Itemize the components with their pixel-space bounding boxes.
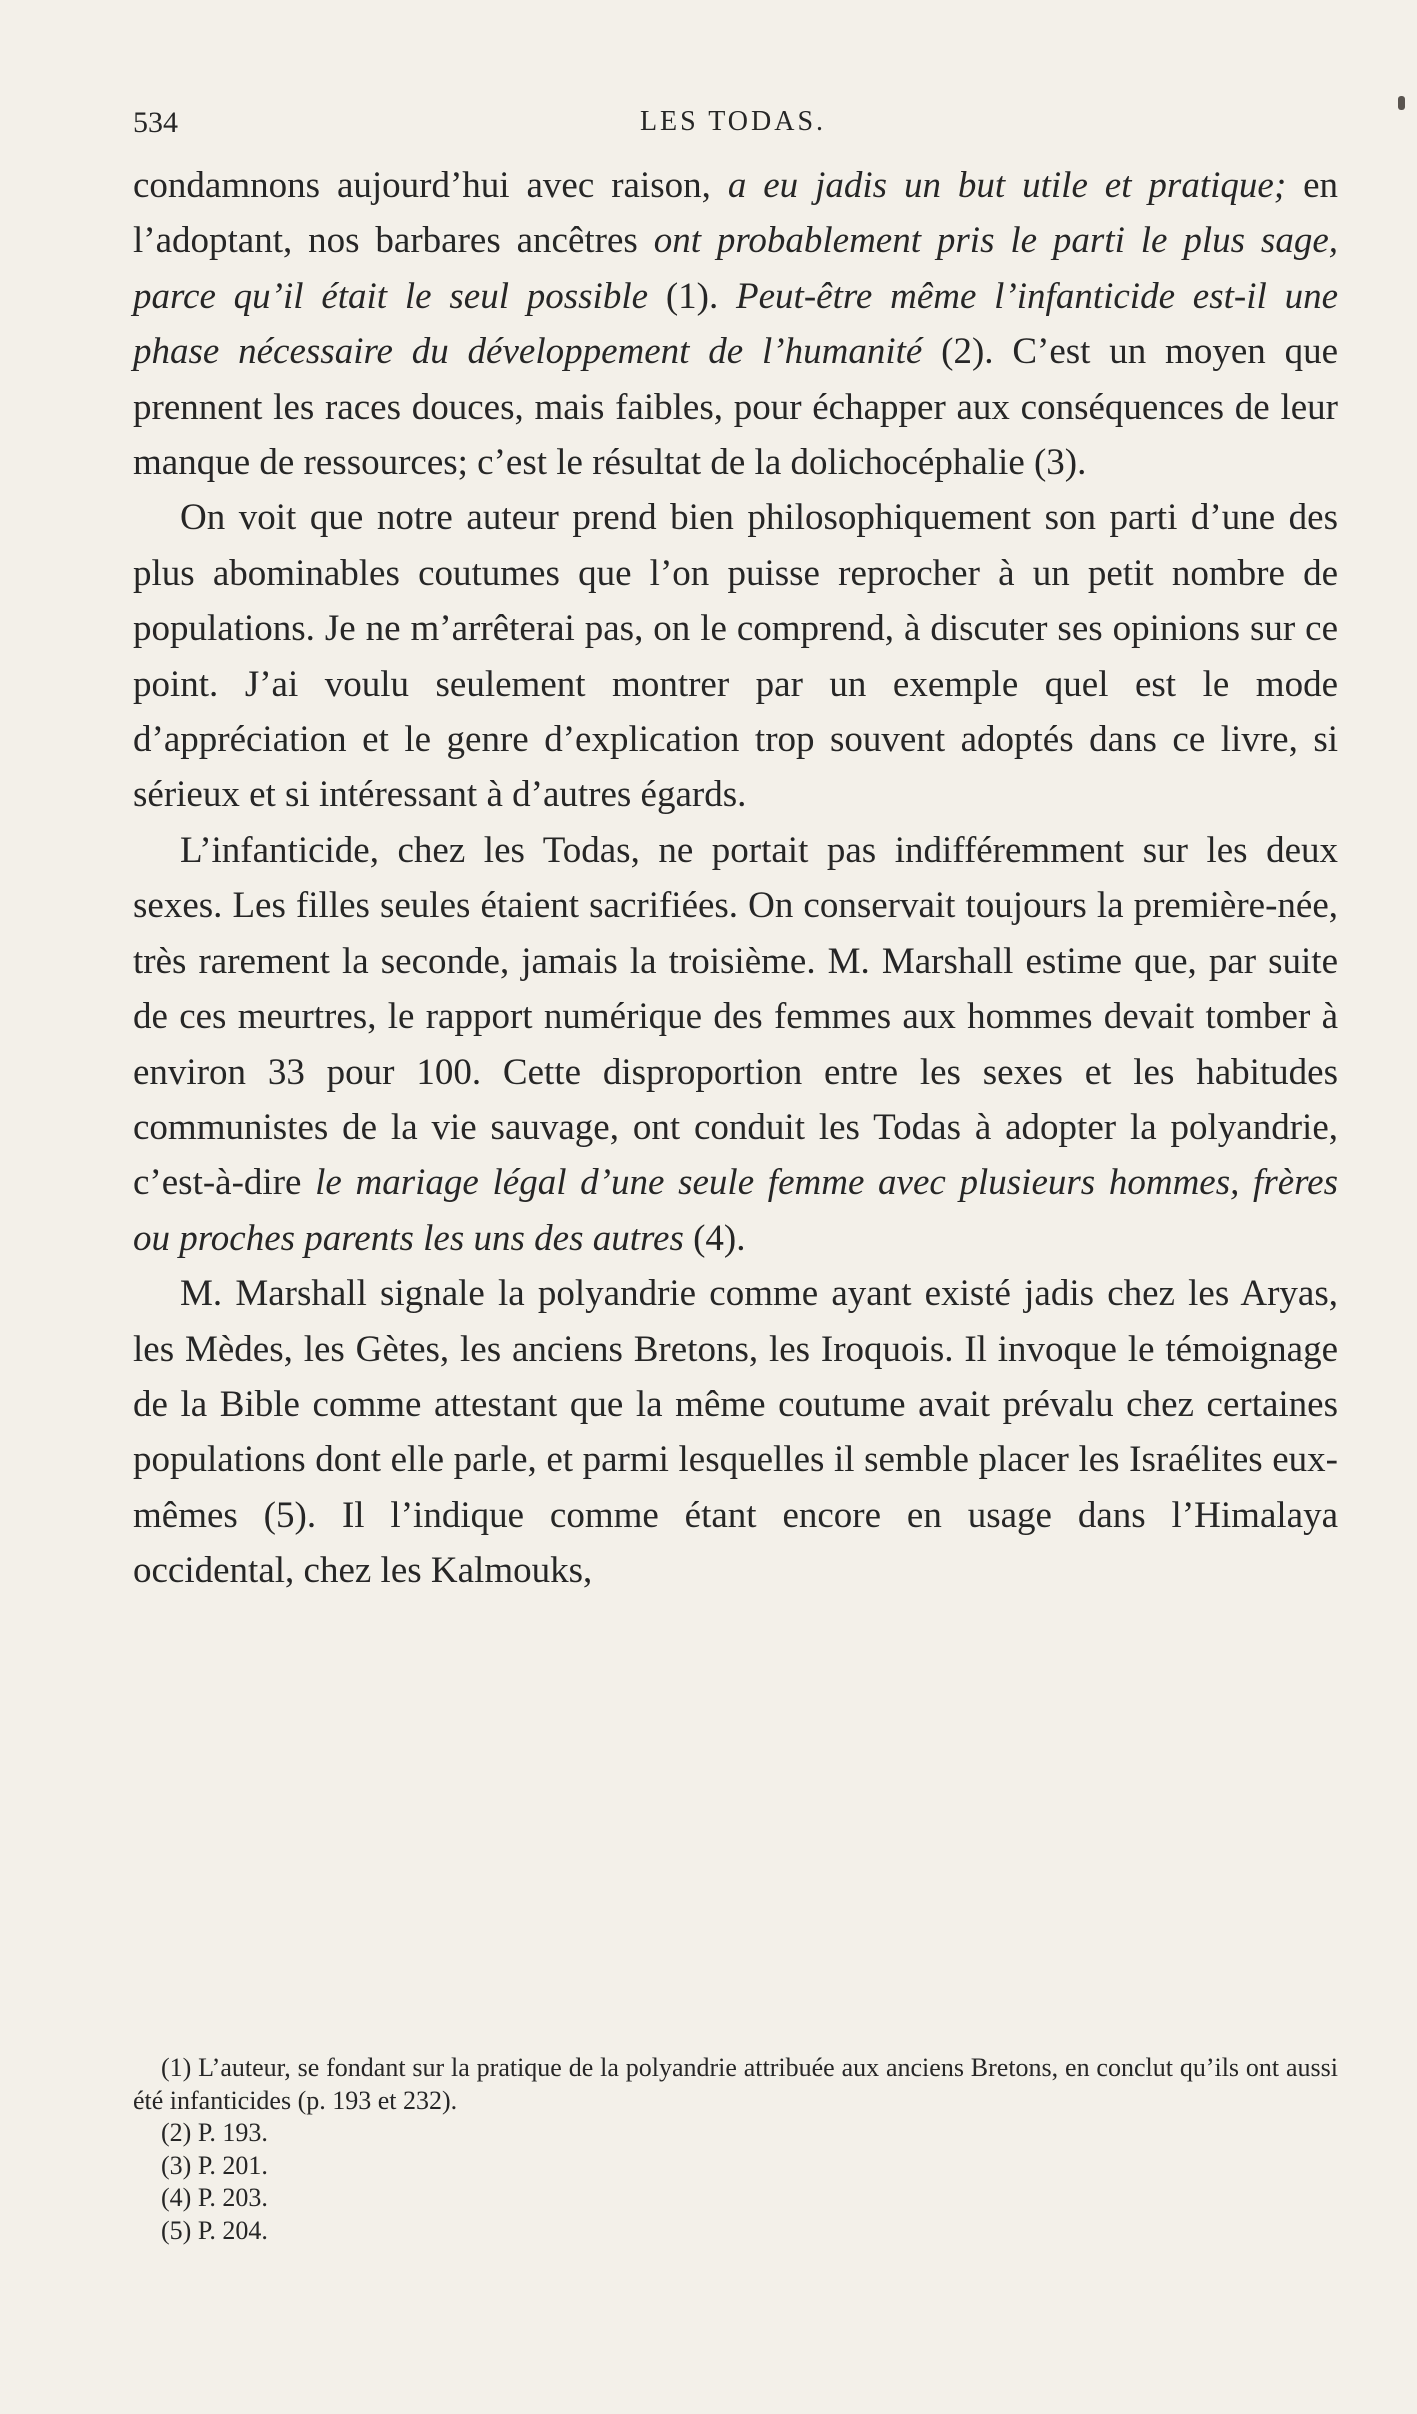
italic-text: le mariage légal d’une seule femme avec plusieurs hommes, frères ou proches parents les uns des autres xyxy=(133,1162,1338,1259)
text-segment: On voit que notre auteur prend bien philosophiquement son parti d’une des plus abominables coutumes que l’on puisse reprocher à un petit nombre de populations. Je ne m’arrêterai pas, on le comprend, à discuter ses opinions sur ce point. J’ai voulu seulement montrer par un exemple quel est le mode d’appréciation et le genre d’explication trop souvent adoptés dans ce livre, si sérieux et si intéressant à d’autres égards. xyxy=(133,497,1338,816)
page-header xyxy=(133,106,1333,146)
text-segment: en l’adoptant, nos barbares ancêtres xyxy=(133,165,1338,262)
italic-text: Peut-être même l’infanticide est-il une phase nécessaire du développement de l’humanité xyxy=(133,275,1338,373)
footnote: (4) P. 203. xyxy=(161,2183,268,2213)
paragraph xyxy=(133,490,1338,822)
italic-text: ont probablement pris le parti le plus sage, parce qu’il était le seul possible xyxy=(133,220,1338,317)
footnote: (5) P. 204. xyxy=(161,2215,268,2245)
paragraph xyxy=(133,823,1338,1266)
text-segment: (4). xyxy=(683,1217,746,1259)
running-title: LES TODAS. xyxy=(639,106,827,137)
page-number: 534 xyxy=(133,106,178,139)
body-text xyxy=(133,158,1338,1599)
italic-text: a eu jadis un but utile et pratique; xyxy=(727,165,1287,206)
footnote: (2) P. 193. xyxy=(161,2118,268,2148)
text-segment: (2). C’est un moyen que prennent les races douces, mais faibles, pour échapper aux conséquences de leur manque de ressources; c’est le résultat de la dolichocéphalie (3). xyxy=(133,331,1339,484)
paragraph xyxy=(133,1266,1338,1598)
footnote: (1) L’auteur, se fondant sur la pratique de la polyandrie attribuée aux anciens Bretons, en conclut qu’ils ont aussi été infanticides (p. 193 et 232). xyxy=(133,2053,1338,2115)
footnote: (3) P. 201. xyxy=(161,2150,268,2180)
text-segment: condamnons aujourd’hui avec raison, xyxy=(133,165,728,206)
ink-speck xyxy=(1398,96,1405,110)
text-segment: (1). xyxy=(648,275,737,317)
paragraph xyxy=(133,158,1338,490)
text-segment: M. Marshall signale la polyandrie comme ayant existé jadis chez les Aryas, les Mèdes, les Gètes, les anciens Bretons, les Iroquois. Il invoque le témoignage de la Bible comme attestant que la même coutume avait prévalu chez certaines populations dont elle parle, et parmi lesquelles il semble placer les Israélites eux-mêmes (5). Il l’indique comme étant encore en usage dans l’Himalaya occidental, chez les Kalmouks, xyxy=(133,1273,1338,1592)
footnotes xyxy=(133,2052,1338,2248)
text-segment: L’infanticide, chez les Todas, ne portait pas indifféremment sur les deux sexes. Les filles seules étaient sacrifiées. On conservait toujours la première-née, très rarement la seconde, jamais la troisième. M. Marshall estime que, par suite de ces meurtres, le rapport numérique des femmes aux hommes devait tomber à environ 33 pour 100. Cette disproportion entre les sexes et les habitudes communistes de la vie sauvage, ont conduit les Todas à adopter la polyandrie, c’est-à-dire xyxy=(133,829,1338,1204)
